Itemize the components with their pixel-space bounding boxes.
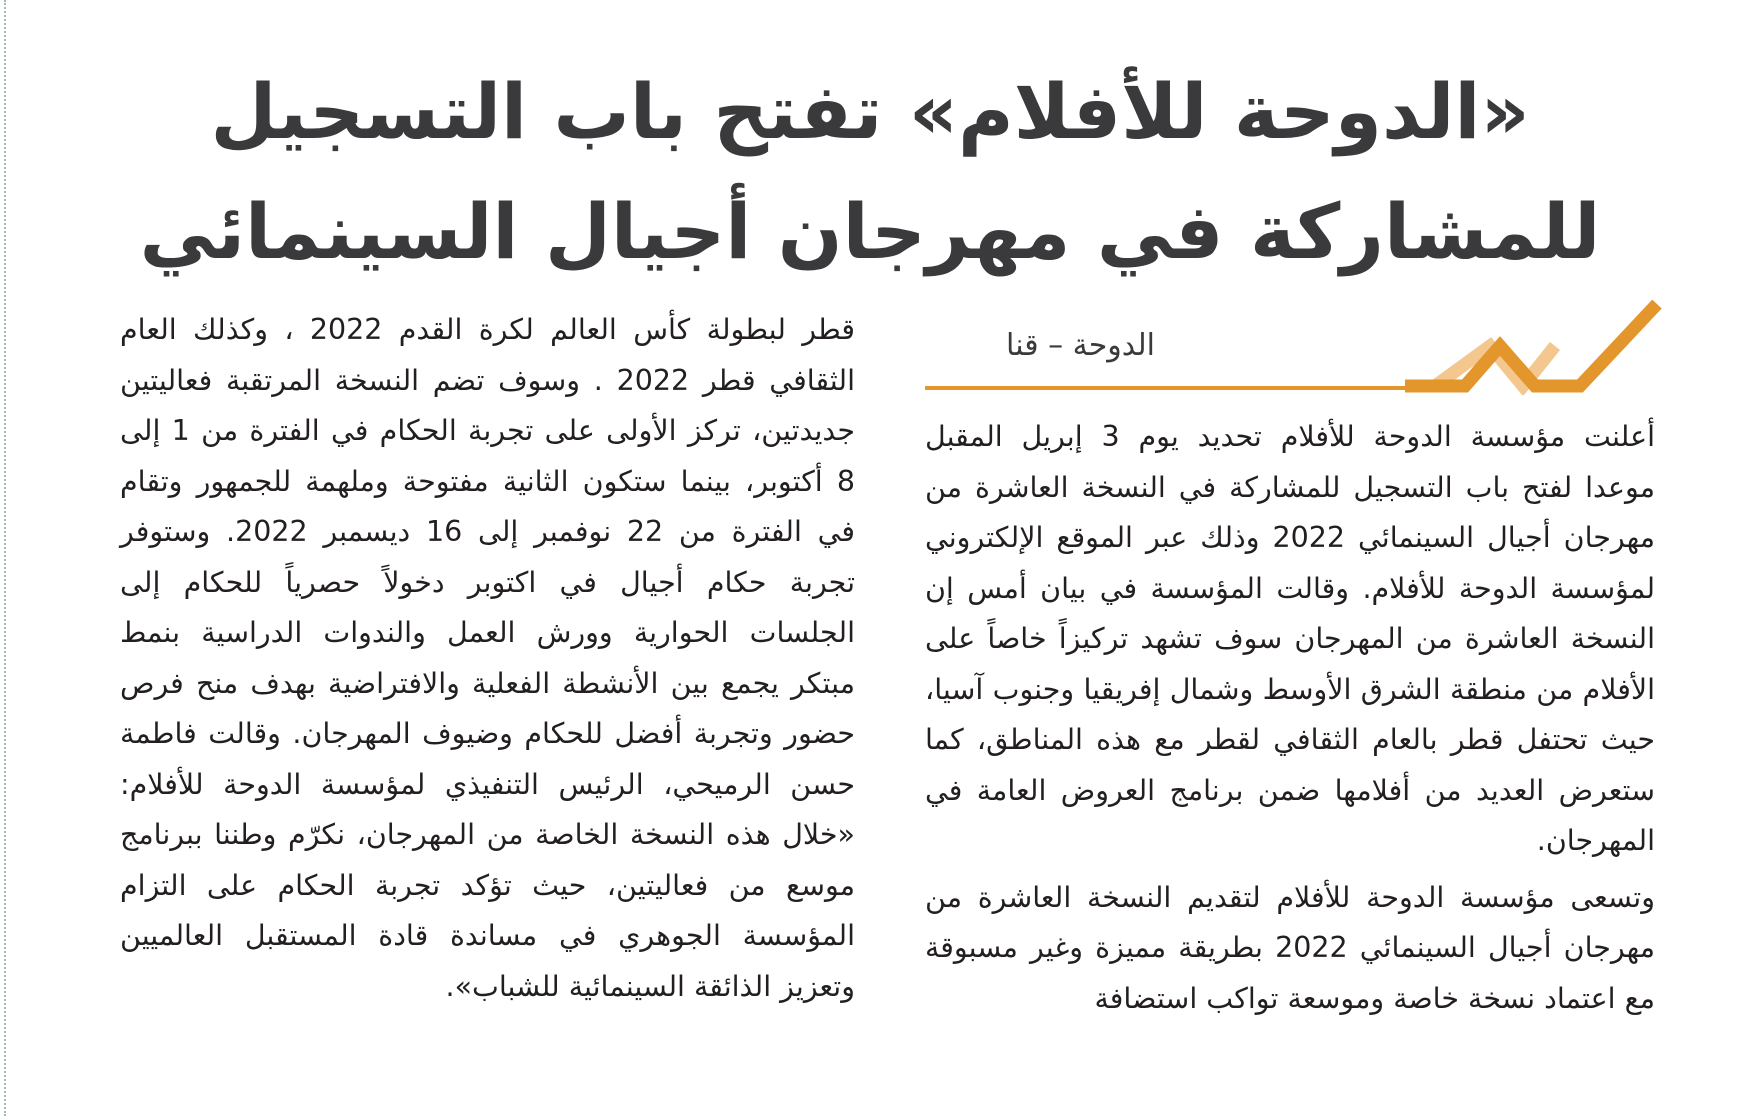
page-edge-dotted-border	[4, 0, 6, 1116]
zigzag-logo-icon	[1405, 300, 1665, 395]
headline	[120, 52, 1620, 292]
left-column	[120, 305, 855, 1012]
left-column-paragraph-1: قطر لبطولة كأس العالم لكرة القدم 2022 ، وكذلك العام الثقافي قطر 2022 . وسوف تضم النسخة المرتقبة فعاليتين جديدتين، تركز الأولى على تجربة الحكام في الفترة من 1 إلى 8 أكتوبر، بينما ستكون الثانية مفتوحة وملهمة للجمهور وتقام في الفترة من 22 نوفمبر إلى 16 ديسمبر 2022. وستوفر تجربة حكام أجيال في اكتوبر دخولاً حصرياً للحكام إلى الجلسات الحوارية وورش العمل والندوات الدراسية بنمط مبتكر يجمع بين الأنشطة الفعلية والافتراضية بهدف منح فرص حضور وتجربة أفضل للحكام وضيوف المهرجان. وقالت فاطمة حسن الرميحي، الرئيس التنفيذي لمؤسسة الدوحة للأفلام: «خلال هذه النسخة الخاصة من المهرجان، نكرّم وطننا ببرنامج موسع من فعاليتين، حيث تؤكد تجربة الحكام على التزام المؤسسة الجوهري في مساندة قادة المستقبل العالميين وتعزيز الذائقة السينمائية للشباب».	[120, 313, 856, 1003]
right-column-paragraph-1: أعلنت مؤسسة الدوحة للأفلام تحديد يوم 3 إبريل المقبل موعدا لفتح باب التسجيل للمشاركة في النسخة العاشرة من مهرجان أجيال السينمائي 2022 وذلك عبر الموقع الإلكتروني لمؤسسة الدوحة للأفلام. وقالت المؤسسة في بيان أمس إن النسخة العاشرة من المهرجان سوف تشهد تركيزاً خاصاً على الأفلام من منطقة الشرق الأوسط وشمال إفريقيا وجنوب آسيا، حيث تحتفل قطر بالعام الثقافي لقطر مع هذه المناطق، كما ستعرض العديد من أفلامها ضمن برنامج العروض العامة في المهرجان.	[925, 420, 1655, 857]
byline-rule	[925, 386, 1445, 390]
byline-text: الدوحة – قنا	[1006, 328, 1155, 363]
byline-block	[925, 300, 1665, 395]
right-column-paragraph-2: وتسعى مؤسسة الدوحة للأفلام لتقديم النسخة العاشرة من مهرجان أجيال السينمائي 2022 بطريقة مميزة وغير مسبوقة مع اعتماد نسخة خاصة وموسعة تواكب استضافة	[925, 880, 1655, 1015]
headline-line-1: «الدوحة للأفلام» تفتح باب التسجيل	[210, 67, 1530, 156]
headline-line-2: للمشاركة في مهرجان أجيال السينمائي	[139, 187, 1601, 276]
right-column	[925, 412, 1655, 1024]
